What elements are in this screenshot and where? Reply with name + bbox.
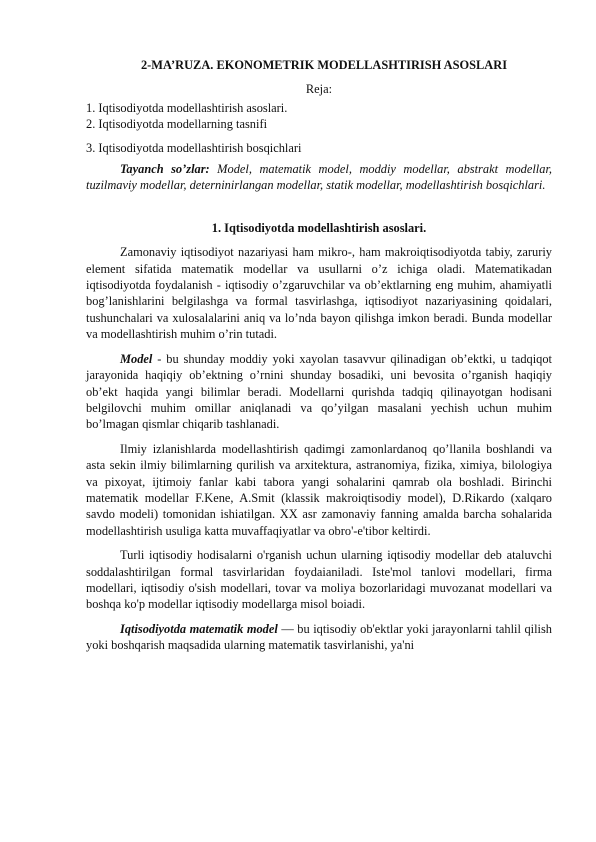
paragraph-math-model bbox=[86, 621, 552, 654]
lecture-title: 2-MA’RUZA. EKONOMETRIK MODELLASHTIRISH ASOSLARI bbox=[140, 58, 508, 72]
plan-item-3: 3. Iqtisodiyotda modellashtirish bosqichlari bbox=[86, 140, 302, 155]
model-definition-text: - bu shunday moddiy yoki xayolan tasavvur qilinadigan ob’ektki, u tadqiqot jarayonida haqiqiy ob’ektning o’rnini shunday bosadiki, uni bevosita o’rganish haqiqiy ob’ekt haqida yangi bilimlar beradi. Modellarni qurishda tadqiq qilinayotgan hodisani belgilovchi muhim omillar aniqlanadi va qo’yilgan masalani yechish uchun muhim bo’lmagan qismlar chiqarib tashlanadi. bbox=[86, 351, 552, 432]
math-model-text: — bu iqtisodiy ob'ektlar yoki jarayonlarni tahlil qilish yoki boshqarish maqsadida ularning matematik tasvirlanishi, ya'ni bbox=[86, 621, 552, 653]
keywords-paragraph bbox=[86, 161, 552, 194]
section-heading: 1. Iqtisodiyotda modellashtirish asoslari. bbox=[211, 220, 427, 235]
plan-item-2: 2. Iqtisodiyotda modellarning tasnifi bbox=[86, 117, 268, 132]
paragraph-intro: Zamonaviy iqtisodiyot nazariyasi ham mikro-, ham makroiqtisodiyotda tabiy, zaruriy element sifatida matematik modellar va usullarni o’z ichiga oladi. Matematikadan iqtisodiyotda foydalanish - iqtisodiy o’zgaruvchilar va ob’ektlarning eng muhim, ahamiyatli bog’lanishlarini belgilashga va formal tasvirlashga, iqtisodiyot nazariyasining qoidalari, tushunchalari va xulosalalarini aniq va lo’nda bayon qilishga imkon beradi. Bunda modellar va modellashtirish muhim o’rin tutadi. bbox=[86, 245, 552, 342]
document-page bbox=[86, 57, 552, 654]
paragraph-model-definition bbox=[86, 351, 552, 433]
plan-item-1: 1. Iqtisodiyotda modellashtirish asoslari. bbox=[86, 100, 288, 115]
term-model: Model bbox=[120, 351, 153, 366]
keywords-label: Tayanch so’zlar: bbox=[120, 162, 210, 177]
keywords-list: Model, matematik model, moddiy modellar, abstrakt modellar, tuzilmaviy modellar, deterninirlangan modellar, statik modellar, modellashtirish bosqichlari. bbox=[86, 162, 552, 193]
paragraph-economic-models: Turli iqtisodiy hodisalarni o'rganish uchun ularning iqtisodiy modellar deb ataluvchi soddalashtirilgan formal tasvirlaridan foydaianiladi. Iste'mol tanlovi modellari, firma modellari, iqtisodiy o'sish modellari, tovar va moliya bozorlaridagi muvozanat modellari va boshqa ko'p modellar iqtisodiy modellarga misol boiadi. bbox=[86, 548, 552, 612]
term-math-model: Iqtisodiyotda matematik model bbox=[120, 621, 278, 636]
paragraph-history: Ilmiy izlanishlarda modellashtirish qadimgi zamonlardanoq qo’llanila boshlandi va asta sekin ilmiy bilimlarning qurilish va arxitektura, astranomiya, fizika, ximiya, bilologiya va pixoyat, ijtimoiy fanlar kabi tabora yangi sohalarini qamrab ola boshladi. Birinchi matematik modellar F.Kene, A.Smit (klassik makroiqtisodiy model), D.Rikardo (xalqaro savdo modeli) tomonidan ishiatilgan. XX asr zamonaviy fanning amalda barcha sohalarida modellashtirish usuliga katta muvaffaqiyatlar va obro'-e'tibor keltirdi. bbox=[86, 441, 552, 538]
plan-heading: Reja: bbox=[305, 82, 333, 97]
